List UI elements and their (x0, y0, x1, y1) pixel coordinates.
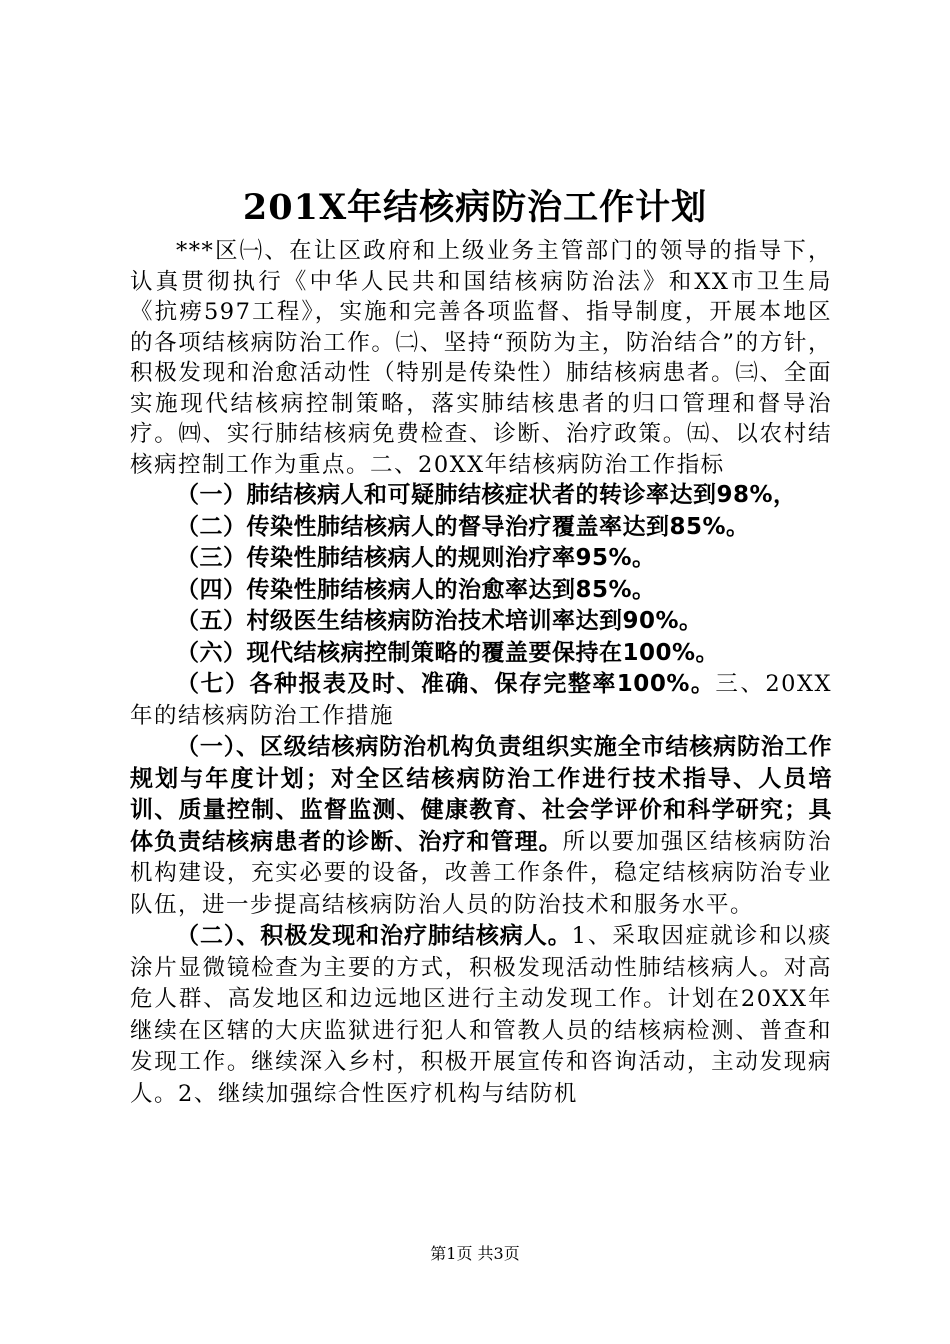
measure-2-bold: （二）、积极发现和治疗肺结核病人。 (176, 923, 572, 949)
measure-1-bold: （一）、区级结核病防治机构负责组织实施全市结核病防治工作规划与年度计划；对全区结核病防治工作进行技术指导、人员培训、质量控制、监督监测、健康教育、社会学评价和科学研究；具体负责结核病患者的诊断、治疗和管理。 (130, 734, 832, 855)
document-body (130, 236, 832, 1110)
page-footer: 第1页 共3页 (430, 1244, 520, 1263)
target-item-3: （三）传染性肺结核病人的规则治疗率95%。 (176, 545, 656, 571)
target-item-7-text: （七）各种报表及时、准确、保存完整率100%。 (176, 671, 716, 697)
intro-paragraph: ***区㈠、在让区政府和上级业务主管部门的领导的指导下，认真贯彻执行《中华人民共和国结核病防治法》和XX市卫生局《抗痨597工程》，实施和完善各项监督、指导制度，开展本地区的各项结核病防治工作。㈡、坚持“预防为主，防治结合”的方针，积极发现和治愈活动性（特别是传染性）肺结核病患者。㈢、全面实施现代结核病控制策略，落实肺结核患者的归口管理和督导治疗。㈣、实行肺结核病免费检查、诊断、治疗政策。㈤、以农村结核病控制工作为重点。二、20XX年结核病防治工作指标 (130, 238, 832, 478)
target-item-7 (130, 669, 832, 732)
document-title: 201X年结核病防治工作计划 (242, 187, 708, 228)
target-item-1: （一）肺结核病人和可疑肺结核症状者的转诊率达到98%， (176, 482, 797, 508)
measure-paragraph-2 (130, 921, 832, 1110)
target-item-4: （四）传染性肺结核病人的治愈率达到85%。 (176, 576, 656, 603)
target-item-2: （二）传染性肺结核病人的督导治疗覆盖率达到85%。 (176, 513, 750, 540)
target-item-5: （五）村级医生结核病防治技术培训率达到90%。 (176, 608, 703, 634)
measure-2-plain: 1、采取因症就诊和以痰涂片显微镜检查为主要的方式，积极发现活动性肺结核病人。对高危人群、高发地区和边远地区进行主动发现工作。计划在20XX年继续在区辖的大庆监狱进行犯人和管教人员的结核病检测、普查和发现工作。继续深入乡村，积极开展宣传和咨询活动，主动发现病人。2、继续加强综合性医疗机构与结防机 (130, 923, 832, 1107)
target-item-6: （六）现代结核病控制策略的覆盖要保持在100%。 (176, 639, 720, 666)
section-three-heading: 三、20XX年的结核病防治工作措施 (130, 671, 832, 729)
measure-1-plain: 所以要加强区结核病防治机构建设，充实必要的设备，改善工作条件，稳定结核病防治专业队伍，进一步提高结核病防治人员的防治技术和服务水平。 (130, 828, 832, 918)
measure-paragraph-1 (130, 732, 832, 921)
